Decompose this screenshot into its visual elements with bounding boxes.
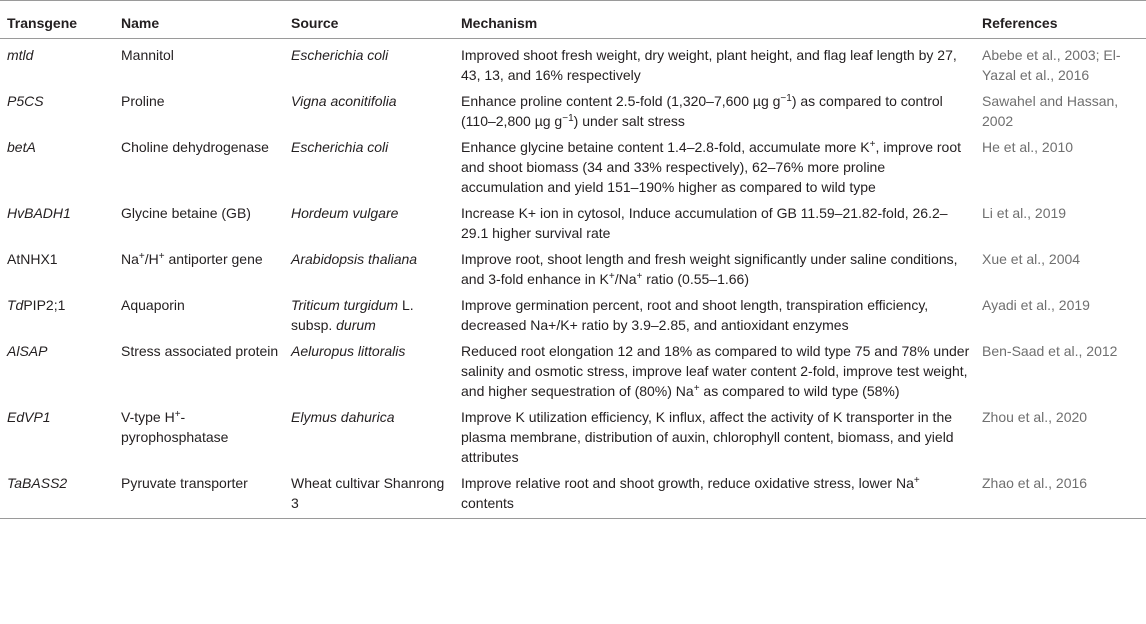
cell-references xyxy=(976,289,1146,335)
cell-name xyxy=(115,131,285,197)
cell-source xyxy=(285,85,455,131)
text-segment: P5CS xyxy=(7,93,44,109)
header-source: Source xyxy=(285,1,455,39)
text-segment: Elymus dahurica xyxy=(291,409,395,425)
cell-references xyxy=(976,467,1146,519)
text-segment: Improve root, shoot length and fresh weight significantly under saline conditions, and 3-fold enhance in K xyxy=(461,251,958,287)
cell-mechanism xyxy=(455,85,976,131)
text-segment: HvBADH1 xyxy=(7,205,71,221)
text-segment: Improve relative root and shoot growth, reduce oxidative stress, lower Na xyxy=(461,475,914,491)
cell-source xyxy=(285,289,455,335)
text-segment: Aeluropus littoralis xyxy=(291,343,406,359)
cell-transgene xyxy=(0,243,115,289)
text-segment: Escherichia coli xyxy=(291,139,389,155)
text-segment: Proline xyxy=(121,93,165,109)
text-segment: AlSAP xyxy=(7,343,48,359)
text-segment: Td xyxy=(7,297,24,313)
cell-transgene xyxy=(0,401,115,467)
text-segment: antiporter gene xyxy=(164,251,263,267)
text-segment: Hordeum vulgare xyxy=(291,205,399,221)
cell-name xyxy=(115,197,285,243)
cell-transgene xyxy=(0,85,115,131)
table-row xyxy=(0,467,1146,519)
cell-references xyxy=(976,335,1146,401)
header-transgene: Transgene xyxy=(0,1,115,39)
cell-references xyxy=(976,401,1146,467)
text-segment: Xue et al., 2004 xyxy=(982,251,1081,267)
text-segment: Ben-Saad et al., 2012 xyxy=(982,343,1118,359)
cell-source xyxy=(285,467,455,519)
text-segment: Enhance proline content 2.5-fold (1,320–7,600 µg g xyxy=(461,93,781,109)
table-row xyxy=(0,243,1146,289)
cell-source xyxy=(285,197,455,243)
cell-transgene xyxy=(0,335,115,401)
cell-references xyxy=(976,243,1146,289)
cell-transgene xyxy=(0,467,115,519)
text-segment: Sawahel and Hassan, 2002 xyxy=(982,93,1119,129)
text-segment: Zhou et al., 2020 xyxy=(982,409,1088,425)
text-segment: /Na xyxy=(614,271,637,287)
superscript: −1 xyxy=(562,113,574,124)
text-segment: Vigna aconitifolia xyxy=(291,93,397,109)
table-row xyxy=(0,131,1146,197)
text-segment: Reduced root elongation 12 and 18% as compared to wild type 75 and 78% under salinity and osmotic stress, improve leaf water content 2-fold, improve test weight, and higher sequestration of (80%) Na xyxy=(461,343,970,399)
cell-references xyxy=(976,85,1146,131)
superscript: + xyxy=(913,475,920,486)
text-segment: Na xyxy=(121,251,139,267)
text-segment: Escherichia coli xyxy=(291,47,389,63)
table-body xyxy=(0,39,1146,519)
cell-name xyxy=(115,243,285,289)
text-segment: Abebe et al., 2003; El-Yazal et al., 2016 xyxy=(982,47,1121,83)
cell-name xyxy=(115,467,285,519)
superscript: + xyxy=(174,409,181,420)
table-row xyxy=(0,85,1146,131)
cell-transgene xyxy=(0,197,115,243)
text-segment: EdVP1 xyxy=(7,409,51,425)
table-row xyxy=(0,335,1146,401)
text-segment: He et al., 2010 xyxy=(982,139,1074,155)
text-segment: Mannitol xyxy=(121,47,174,63)
cell-mechanism xyxy=(455,401,976,467)
superscript: + xyxy=(693,383,700,394)
cell-name xyxy=(115,401,285,467)
text-segment: ratio (0.55–1.66) xyxy=(642,271,749,287)
text-segment: betA xyxy=(7,139,36,155)
text-segment: Increase K+ ion in cytosol, Induce accumulation of GB 11.59–21.82-fold, 26.2–29.1 higher survival rate xyxy=(461,205,948,241)
table-row xyxy=(0,289,1146,335)
cell-transgene xyxy=(0,39,115,86)
table-row xyxy=(0,197,1146,243)
cell-mechanism xyxy=(455,243,976,289)
text-segment: Glycine betaine (GB) xyxy=(121,205,251,221)
cell-mechanism xyxy=(455,335,976,401)
cell-transgene xyxy=(0,289,115,335)
cell-mechanism xyxy=(455,467,976,519)
text-segment: Enhance glycine betaine content 1.4–2.8-fold, accumulate more K xyxy=(461,139,870,155)
cell-name xyxy=(115,289,285,335)
text-segment: AtNHX1 xyxy=(7,251,58,267)
text-segment: contents xyxy=(461,495,514,511)
cell-mechanism xyxy=(455,289,976,335)
header-mechanism: Mechanism xyxy=(455,1,976,39)
text-segment: Improve germination percent, root and shoot length, transpiration efficiency, decreased Na+/K+ ratio by 3.9–2.85, and antioxidant enzymes xyxy=(461,297,929,333)
header-name: Name xyxy=(115,1,285,39)
cell-transgene xyxy=(0,131,115,197)
text-segment: , improve root and shoot biomass (34 and 33% respectively), 62–76% more proline accumulation and yield 151–190% higher as compared to wild type xyxy=(461,139,962,195)
cell-mechanism xyxy=(455,39,976,86)
text-segment: Arabidopsis thaliana xyxy=(291,251,418,267)
superscript: + xyxy=(138,251,145,262)
cell-source xyxy=(285,401,455,467)
text-segment: -pyrophosphatase xyxy=(121,409,229,445)
cell-name xyxy=(115,85,285,131)
text-segment: PIP2;1 xyxy=(23,297,66,313)
text-segment: Aquaporin xyxy=(121,297,185,313)
text-segment: Wheat cultivar Shanrong 3 xyxy=(291,475,445,511)
cell-references xyxy=(976,197,1146,243)
cell-source xyxy=(285,335,455,401)
superscript: −1 xyxy=(780,93,792,104)
cell-references xyxy=(976,131,1146,197)
text-segment: L. subsp. xyxy=(291,297,414,333)
text-segment: durum xyxy=(336,317,376,333)
text-segment: Choline dehydrogenase xyxy=(121,139,269,155)
cell-source xyxy=(285,39,455,86)
cell-source xyxy=(285,131,455,197)
superscript: + xyxy=(636,271,643,282)
text-segment: Triticum turgidum xyxy=(291,297,399,313)
table-row xyxy=(0,401,1146,467)
superscript: + xyxy=(869,139,876,150)
header-references: References xyxy=(976,1,1146,39)
text-segment: Improve K utilization efficiency, K influx, affect the activity of K transporter in the plasma membrane, distribution of auxin, chlorophyll content, biomass, and yield attributes xyxy=(461,409,954,465)
text-segment: Improved shoot fresh weight, dry weight, plant height, and flag leaf length by 27, 43, 13, and 16% respectively xyxy=(461,47,957,83)
text-segment: V-type H xyxy=(121,409,175,425)
header-row xyxy=(0,1,1146,39)
text-segment: Li et al., 2019 xyxy=(982,205,1067,221)
text-segment: Pyruvate transporter xyxy=(121,475,248,491)
cell-mechanism xyxy=(455,131,976,197)
cell-source xyxy=(285,243,455,289)
text-segment: as compared to wild type (58%) xyxy=(699,383,900,399)
cell-mechanism xyxy=(455,197,976,243)
text-segment: ) as compared to control (110–2,800 µg g xyxy=(461,93,943,129)
text-segment: Zhao et al., 2016 xyxy=(982,475,1088,491)
text-segment: Stress associated protein xyxy=(121,343,279,359)
superscript: + xyxy=(158,251,165,262)
text-segment: mtld xyxy=(7,47,34,63)
text-segment: Ayadi et al., 2019 xyxy=(982,297,1090,313)
table-row xyxy=(0,39,1146,86)
cell-name xyxy=(115,335,285,401)
cell-name xyxy=(115,39,285,86)
cell-references xyxy=(976,39,1146,86)
text-segment: /H xyxy=(144,251,159,267)
text-segment: ) under salt stress xyxy=(573,113,685,129)
superscript: + xyxy=(608,271,615,282)
text-segment: TaBASS2 xyxy=(7,475,68,491)
